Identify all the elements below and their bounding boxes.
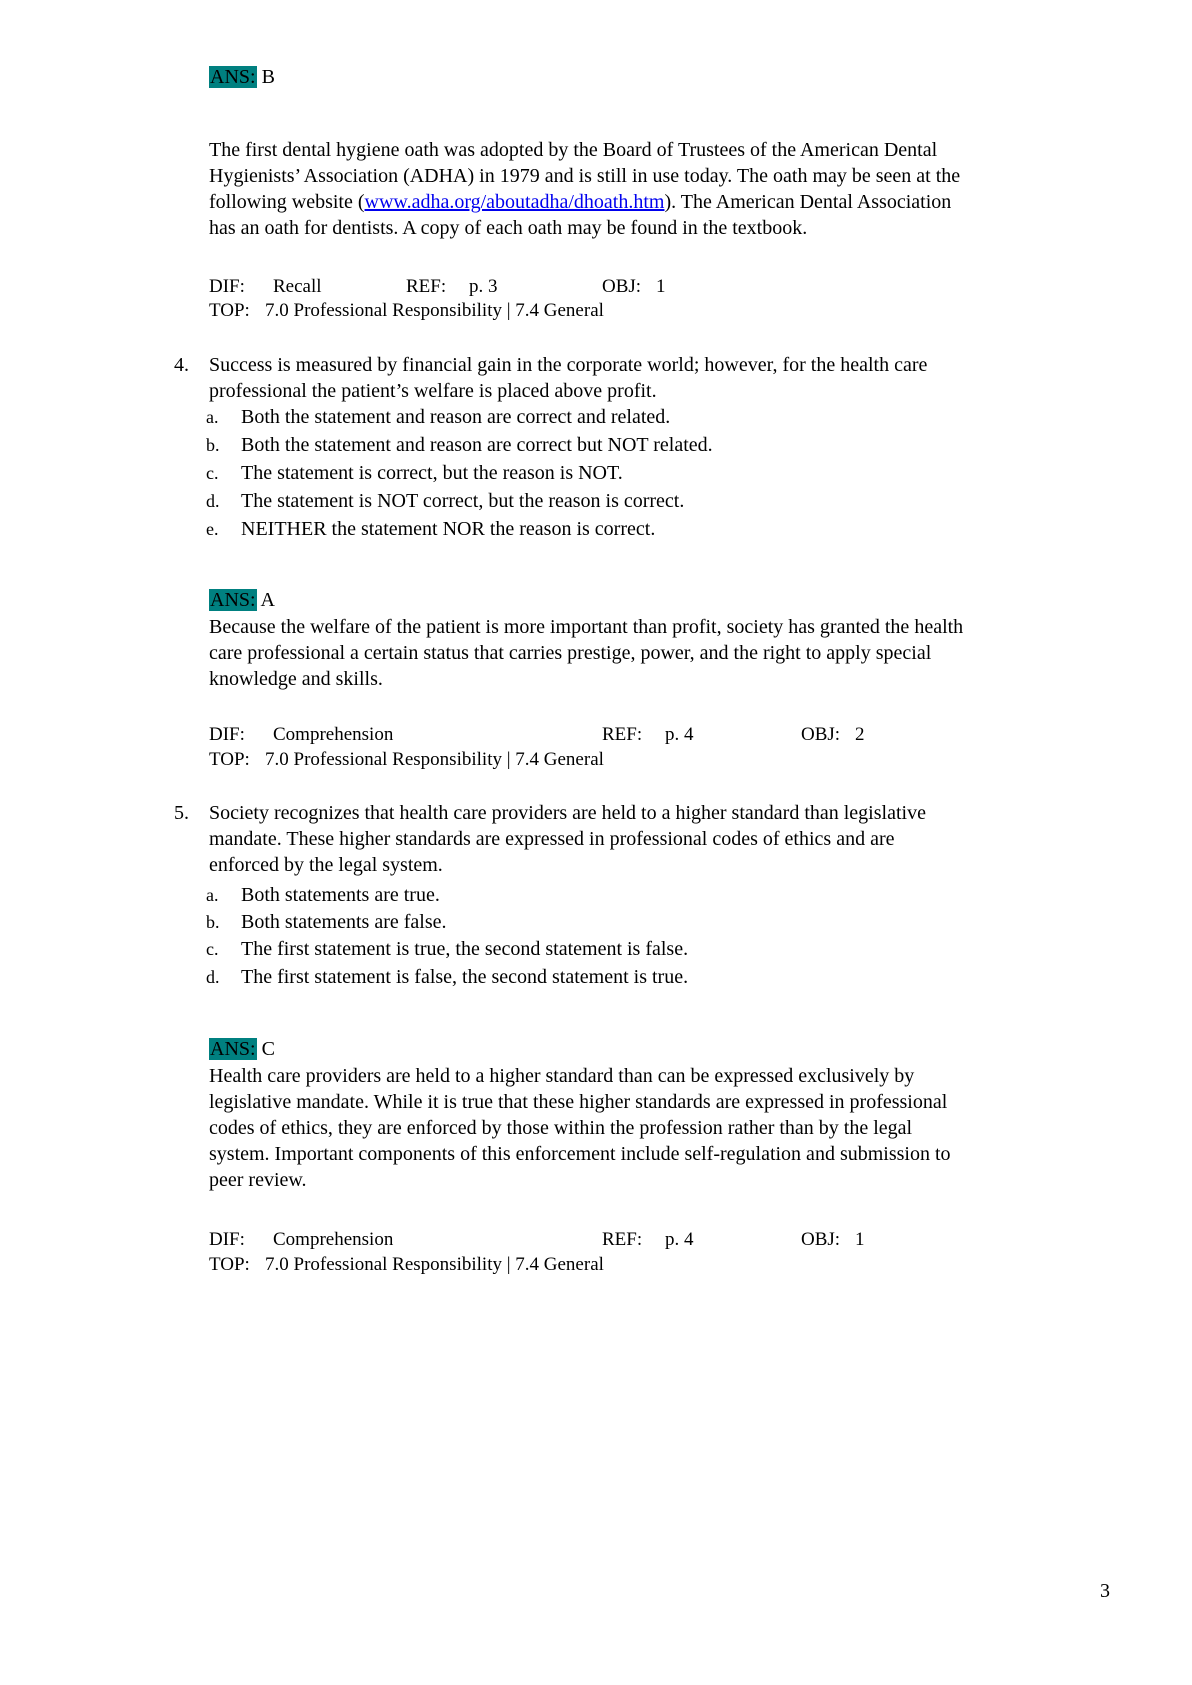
- top-label: TOP:: [209, 300, 250, 321]
- answer-label: ANS:: [210, 589, 256, 611]
- ref-value: p. 3: [469, 276, 498, 297]
- top-value: 7.0 Professional Responsibility | 7.4 General: [265, 300, 604, 321]
- rationale-line: legislative mandate. While it is true that these higher standards are expressed in professional: [209, 1091, 948, 1113]
- option-letter: c.: [206, 463, 219, 483]
- oath-website-link[interactable]: www.adha.org/aboutadha/dhoath.htm: [364, 191, 665, 213]
- option-letter: a.: [206, 407, 219, 427]
- option-letter: c.: [206, 939, 219, 959]
- top-value: 7.0 Professional Responsibility | 7.4 General: [265, 749, 604, 770]
- option-text: The statement is correct, but the reason is NOT.: [241, 462, 623, 484]
- rationale-line: knowledge and skills.: [209, 668, 383, 690]
- question-stem-4: [209, 352, 1129, 404]
- option-text: The statement is NOT correct, but the reason is correct.: [241, 490, 685, 512]
- answer-line-q5: [209, 1036, 275, 1062]
- option-letter: e.: [206, 519, 219, 539]
- dif-label: DIF:: [209, 276, 245, 297]
- rationale-line: has an oath for dentists. A copy of each oath may be found in the textbook.: [209, 217, 808, 239]
- ref-value: p. 4: [665, 724, 694, 745]
- page-number: 3: [1100, 1580, 1110, 1602]
- ref-label: REF:: [602, 724, 643, 745]
- question-number: 5.: [174, 802, 189, 824]
- answer-label: ANS:: [210, 66, 256, 88]
- option-text: The first statement is true, the second statement is false.: [241, 938, 689, 960]
- ref-label: REF:: [602, 1229, 643, 1250]
- ref-label: REF:: [406, 276, 447, 297]
- option-letter: d.: [206, 967, 220, 987]
- stem-line: Success is measured by financial gain in the corporate world; however, for the health care: [209, 354, 928, 376]
- dif-value: Recall: [273, 276, 322, 297]
- obj-label: OBJ:: [801, 1229, 841, 1250]
- rationale-line: care professional a certain status that carries prestige, power, and the right to apply special: [209, 642, 932, 664]
- dif-value: Comprehension: [273, 724, 394, 745]
- rationale-line: The first dental hygiene oath was adopted by the Board of Trustees of the American Dental: [209, 139, 938, 161]
- obj-value: 2: [855, 724, 865, 745]
- dif-label: DIF:: [209, 1229, 245, 1250]
- rationale-line: Hygienists’ Association (ADHA) in 1979 and is still in use today. The oath may be seen at the: [209, 165, 961, 187]
- top-value: 7.0 Professional Responsibility | 7.4 General: [265, 1254, 604, 1275]
- rationale-line: system. Important components of this enforcement include self-regulation and submission to: [209, 1143, 951, 1165]
- obj-value: 1: [656, 276, 666, 297]
- rationale-line: [209, 189, 1129, 215]
- option-text: NEITHER the statement NOR the reason is correct.: [241, 518, 656, 540]
- option-letter: a.: [206, 885, 219, 905]
- answer-value: A: [260, 589, 275, 611]
- option-letter: d.: [206, 491, 220, 511]
- answer-value: C: [261, 1038, 275, 1060]
- dif-label: DIF:: [209, 724, 245, 745]
- dif-value: Comprehension: [273, 1229, 394, 1250]
- top-label: TOP:: [209, 749, 250, 770]
- answer-line-q4: [209, 587, 275, 613]
- rationale-text: ). The American Dental Association: [664, 191, 952, 213]
- obj-label: OBJ:: [602, 276, 642, 297]
- question-stem-5: [209, 800, 1129, 878]
- rationale-q4: [209, 614, 1129, 692]
- ref-value: p. 4: [665, 1229, 694, 1250]
- option-text: Both the statement and reason are correct and related.: [241, 406, 671, 428]
- rationale-line: peer review.: [209, 1169, 307, 1191]
- rationale-q3: [209, 137, 1129, 241]
- option-text: Both the statement and reason are correct but NOT related.: [241, 434, 713, 456]
- option-text: Both statements are false.: [241, 911, 447, 933]
- top-label: TOP:: [209, 1254, 250, 1275]
- rationale-q5: [209, 1063, 1129, 1193]
- obj-label: OBJ:: [801, 724, 841, 745]
- stem-line: enforced by the legal system.: [209, 854, 443, 876]
- option-text: Both statements are true.: [241, 884, 440, 906]
- rationale-line: Because the welfare of the patient is more important than profit, society has granted the health: [209, 616, 964, 638]
- answer-line-q3: [209, 64, 275, 90]
- obj-value: 1: [855, 1229, 865, 1250]
- option-text: The first statement is false, the second statement is true.: [241, 966, 689, 988]
- option-letter: b.: [206, 435, 220, 455]
- rationale-text: following website (: [209, 191, 365, 213]
- question-number: 4.: [174, 354, 189, 376]
- rationale-line: codes of ethics, they are enforced by those within the profession rather than by the legal: [209, 1117, 913, 1139]
- stem-line: mandate. These higher standards are expressed in professional codes of ethics and are: [209, 828, 895, 850]
- rationale-line: Health care providers are held to a higher standard than can be expressed exclusively by: [209, 1065, 915, 1087]
- answer-label: ANS:: [210, 1038, 256, 1060]
- option-letter: b.: [206, 912, 220, 932]
- answer-value: B: [261, 66, 275, 88]
- stem-line: professional the patient’s welfare is placed above profit.: [209, 380, 657, 402]
- stem-line: Society recognizes that health care providers are held to a higher standard than legislative: [209, 802, 926, 824]
